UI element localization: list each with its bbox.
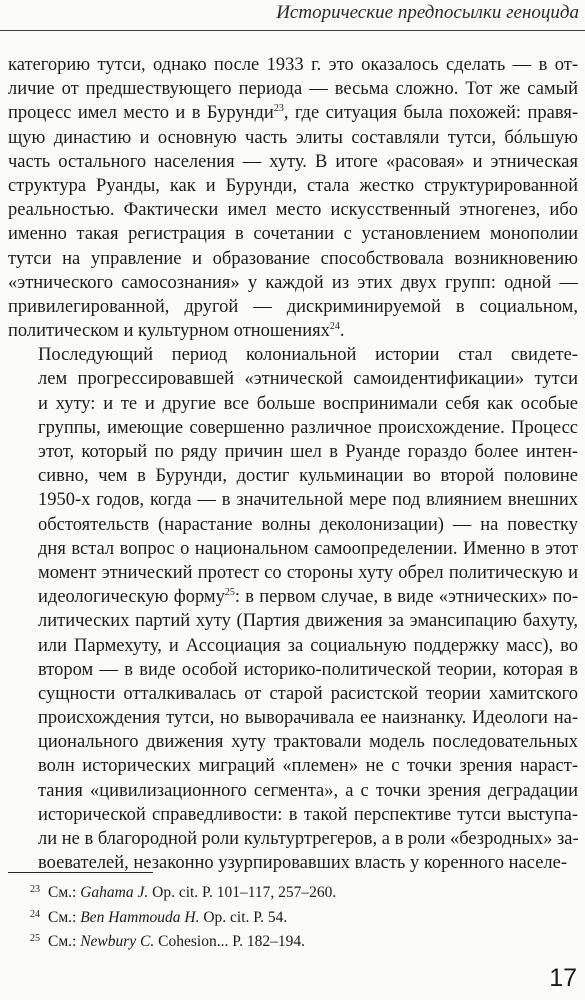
footnote-ref[interactable]: 25	[224, 587, 235, 599]
footnotes	[8, 879, 568, 953]
text-line: 1950-х годов, когда — в значительной мере под влиянием внешних	[38, 490, 578, 511]
text-line: или Пармехуту, и Ассоциация за социальную поддержку масс), во	[38, 635, 578, 656]
text-line: реальностью. Фактически имел место искусственный этногенез, ибо	[8, 200, 578, 221]
footnote-author: Gahama J.	[80, 884, 149, 901]
footnote-author: Newbury C.	[80, 933, 155, 950]
text-line: втором — в виде особой историко-политической теории, которая в	[38, 659, 578, 680]
text-line: сивно, чем в Бурунди, достиг кульминации во второй половине	[38, 466, 578, 487]
text-line: тутси на управление и образование способствовала возникновению	[8, 248, 578, 269]
text-line: «этнического самосознания» у каждой из этих двух групп: одной —	[8, 272, 578, 293]
text-line: воевателей, незаконно узурпировавших власть у коренного населе-	[38, 853, 568, 874]
footnote-prefix: См.:	[48, 933, 81, 950]
text-line: литических партий хуту (Партия движения за эмансипацию бахуту,	[38, 611, 578, 632]
footnote-citation: Cohesion... P. 182–194.	[154, 933, 305, 950]
text-line: момент этнический протест со стороны хуту обрел политическую и	[38, 562, 578, 583]
footnote-number: 25	[30, 933, 40, 944]
footnote-citation: Op. cit. P. 54.	[199, 908, 288, 926]
text-line: происхождения тутси, но выворачивала ее наизнанку. Идеологи на-	[38, 708, 578, 729]
text-line: ли не в благородной роли культуртрегеров, а в роли «безродных» за-	[38, 829, 579, 849]
text-line: ционального движения хуту трактовали модель последовательных	[38, 732, 578, 753]
text-line: этот, который по ряду причин шел в Руанде гораздо более интен-	[38, 442, 578, 462]
text-line: процесс имел место и в Бурунди$^{23}$, где ситуация была похожей: правя-	[8, 103, 578, 124]
text-line: категорию тутси, однако после 1933 г. это оказалось сделать — в от-	[8, 55, 578, 75]
text-line: именно такая регистрация в сочетании с установлением монополии	[8, 224, 578, 245]
text-line: и хуту: и те и другие все больше воспринимали себя как особые	[38, 393, 578, 414]
page-number: 17	[549, 964, 577, 992]
footnote-ref[interactable]: 23	[273, 103, 284, 115]
text-line: личие от предшествующего периода — весьма сложно. Тот же самый	[8, 79, 578, 100]
text-line: лем прогрессировавшей «этнической самоидентификации» тутси	[38, 369, 578, 390]
text-line: политическом и культурном отношениях$^{24}$.	[8, 321, 345, 342]
footnote-prefix: См.:	[48, 884, 81, 901]
text-line: группы, имеющие совершенно различное происхождение. Процесс	[38, 417, 578, 438]
footnote	[8, 904, 568, 929]
text-line: дня встал вопрос о национальном самоопределении. Именно в этот	[38, 538, 578, 559]
footnote	[8, 879, 568, 904]
body-text	[8, 53, 578, 875]
text-line: часть остального населения — хуту. В итоге «расовая» и этническая	[8, 151, 578, 172]
running-header-title: Исторические предпосылки геноцида	[276, 2, 579, 23]
footnote-citation: Op. cit. P. 101–117, 257–260.	[148, 884, 337, 901]
footnote-prefix: См.:	[48, 908, 81, 926]
paragraph-2	[8, 343, 578, 875]
text-line: сущности отталкивалась от старой расистской теории хамитского	[38, 683, 578, 704]
text-line: обстоятельств (нарастание волны деколонизации) — на повестку	[38, 514, 578, 535]
text-line: структура Руанды, как и Бурунди, стала жестко структурированной	[8, 175, 578, 196]
text-line: волн исторических миграций «племен» не с точки зрения нараст-	[38, 756, 578, 777]
running-header	[0, 0, 585, 31]
footnote-author: Ben Hammouda H.	[80, 908, 200, 926]
footnote-number: 24	[30, 908, 40, 920]
text-line: привилегированной, другой — дискриминируемой в социальном,	[8, 296, 578, 317]
text-line: Последующий период колониальной истории стал свидете-	[38, 345, 578, 366]
text-line: идеологическую форму$^{25}$: в первом случае, в виде «этнических» по-	[38, 587, 578, 608]
footnote	[8, 928, 568, 953]
footnote-divider	[8, 872, 153, 873]
text-line: тания «цивилизационного сегмента», а с точки зрения деградации	[38, 780, 578, 801]
paragraph-1	[8, 53, 578, 343]
footnote-number: 23	[30, 884, 40, 895]
text-line: исторической справедливости: в такой перспективе тутси выступа-	[38, 804, 578, 825]
text-line: щую династию и основную часть элиты составляли тутси, бóльшую	[8, 127, 578, 148]
footnote-ref[interactable]: 24	[329, 321, 340, 333]
